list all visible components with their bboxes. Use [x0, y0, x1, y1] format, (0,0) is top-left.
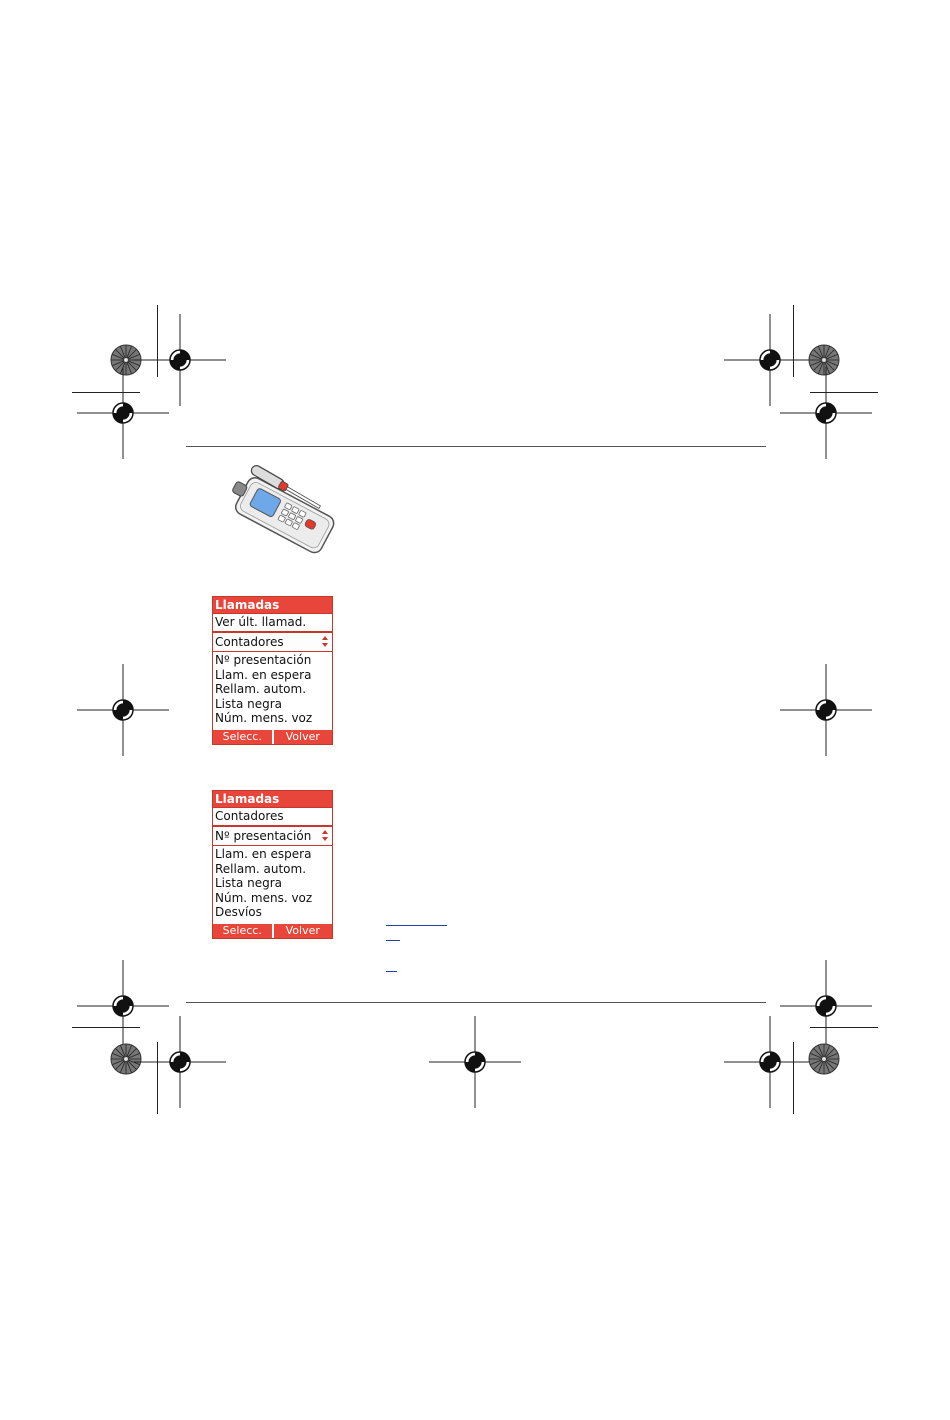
select-softkey[interactable]: Selecc. [213, 924, 272, 938]
scroll-arrows-icon [322, 828, 329, 842]
link-underline[interactable] [386, 940, 400, 941]
menu-item-selected[interactable] [213, 632, 332, 652]
menu-item[interactable]: Contadores [213, 808, 332, 826]
menu-item[interactable]: Lista negra [215, 876, 283, 891]
menu-item[interactable]: Desvíos [215, 905, 262, 920]
select-softkey[interactable]: Selecc. [213, 730, 272, 744]
screen-header: Llamadas [213, 791, 332, 808]
menu-list [213, 846, 332, 920]
softkey-bar [213, 730, 332, 744]
menu-item[interactable]: Núm. mens. voz [215, 711, 313, 726]
scroll-arrows-icon [322, 634, 329, 648]
menu-item[interactable]: Rellam. autom. [215, 861, 307, 876]
menu-list [213, 652, 332, 726]
screen-header: Llamadas [213, 597, 332, 614]
softkey-bar [213, 924, 332, 938]
menu-item[interactable]: Ver últ. llamad. [213, 614, 332, 632]
menu-item-selected[interactable] [213, 826, 332, 846]
menu-item[interactable]: Llam. en espera [215, 667, 312, 682]
phone-screwdriver-illustration [218, 460, 338, 560]
menu-item[interactable]: Rellam. autom. [215, 682, 307, 697]
link-underline[interactable] [386, 971, 397, 972]
back-softkey[interactable]: Volver [274, 924, 333, 938]
menu-item[interactable]: Lista negra [215, 696, 283, 711]
link-underline[interactable] [386, 925, 447, 926]
menu-item[interactable]: Núm. mens. voz [215, 890, 313, 905]
menu-item-label: Contadores [215, 635, 284, 649]
menu-item[interactable]: Llam. en espera [215, 847, 312, 861]
menu-item-label: Nº presentación [215, 829, 312, 843]
phone-screen-menu-2 [212, 790, 333, 939]
menu-item[interactable]: Nº presentación [215, 653, 312, 667]
phone-screen-menu-1 [212, 596, 333, 745]
back-softkey[interactable]: Volver [274, 730, 333, 744]
